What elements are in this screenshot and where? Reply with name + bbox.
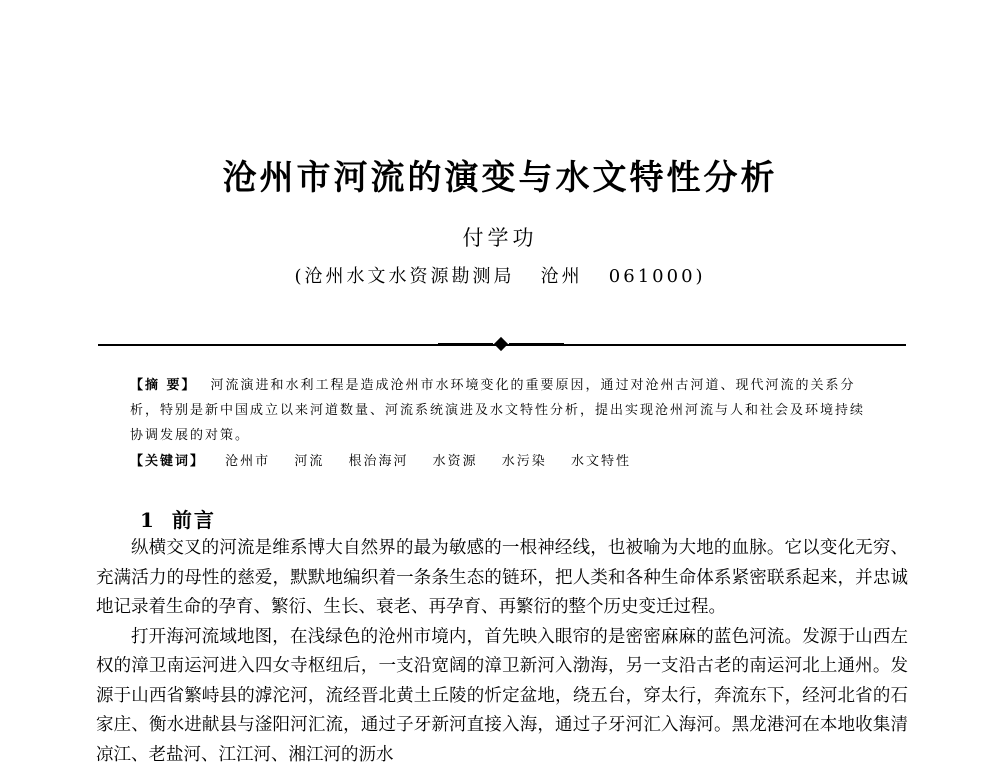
keyword-item: 水资源 (433, 454, 478, 469)
section-title: 前言 (172, 508, 216, 532)
author-affiliation: (沧州水文水资源勘测局 沧州 061000) (0, 262, 1000, 288)
section-heading (140, 504, 216, 533)
keyword-item: 水污染 (502, 454, 547, 469)
body-text (96, 534, 908, 770)
keyword-item: 根治海河 (348, 454, 408, 469)
paper-title: 沧州市河流的演变与水文特性分析 (0, 150, 1000, 199)
keywords-block (130, 449, 870, 474)
ornamental-divider (98, 339, 906, 351)
divider-thick-left (438, 343, 493, 346)
diamond-ornament-icon (494, 337, 508, 351)
keywords-label: 【关键词】 (130, 454, 205, 469)
body-paragraph: 打开海河流域地图，在浅绿色的沧州市境内，首先映入眼帘的是密密麻麻的蓝色河流。发源于山西左权的漳卫南运河进入四女寺枢纽后，一支沿宽阔的漳卫新河入渤海，另一支沿古老的南运河北上通州。发源于山西省繁峙县的滹沱河，流经晋北黄土丘陵的忻定盆地，绕五台，穿太行，奔流东下，经河北省的石家庄、衡水进献县与滏阳河汇流，通过子牙新河直接入海，通过子牙河汇入海河。黑龙港河在本地收集清凉江、老盐河、江江河、湘江河的沥水 (96, 623, 908, 770)
keyword-item: 河流 (294, 454, 324, 469)
abstract-label: 【摘 要】 (130, 378, 197, 393)
abstract-text: 河流演进和水利工程是造成沧州市水环境变化的重要原因，通过对沧州古河道、现代河流的关系分析，特别是新中国成立以来河道数量、河流系统演进及水文特性分析，提出实现沧州河流与人和社会及环境持续协调发展的对策。 (130, 378, 865, 443)
author-name: 付学功 (0, 222, 1000, 252)
keyword-item: 水文特性 (571, 454, 631, 469)
section-number: 1 (140, 508, 156, 532)
abstract-block (130, 373, 870, 448)
body-paragraph: 纵横交叉的河流是维系博大自然界的最为敏感的一根神经线，也被喻为大地的血脉。它以变化无穷、充满活力的母性的慈爱，默默地编织着一条条生态的链环，把人类和各种生命体系紧密联系起来，并忠诚地记录着生命的孕育、繁衍、生长、衰老、再孕育、再繁衍的整个历史变迁过程。 (96, 534, 908, 623)
keyword-item: 沧州市 (225, 454, 270, 469)
divider-thick-right (509, 343, 564, 346)
